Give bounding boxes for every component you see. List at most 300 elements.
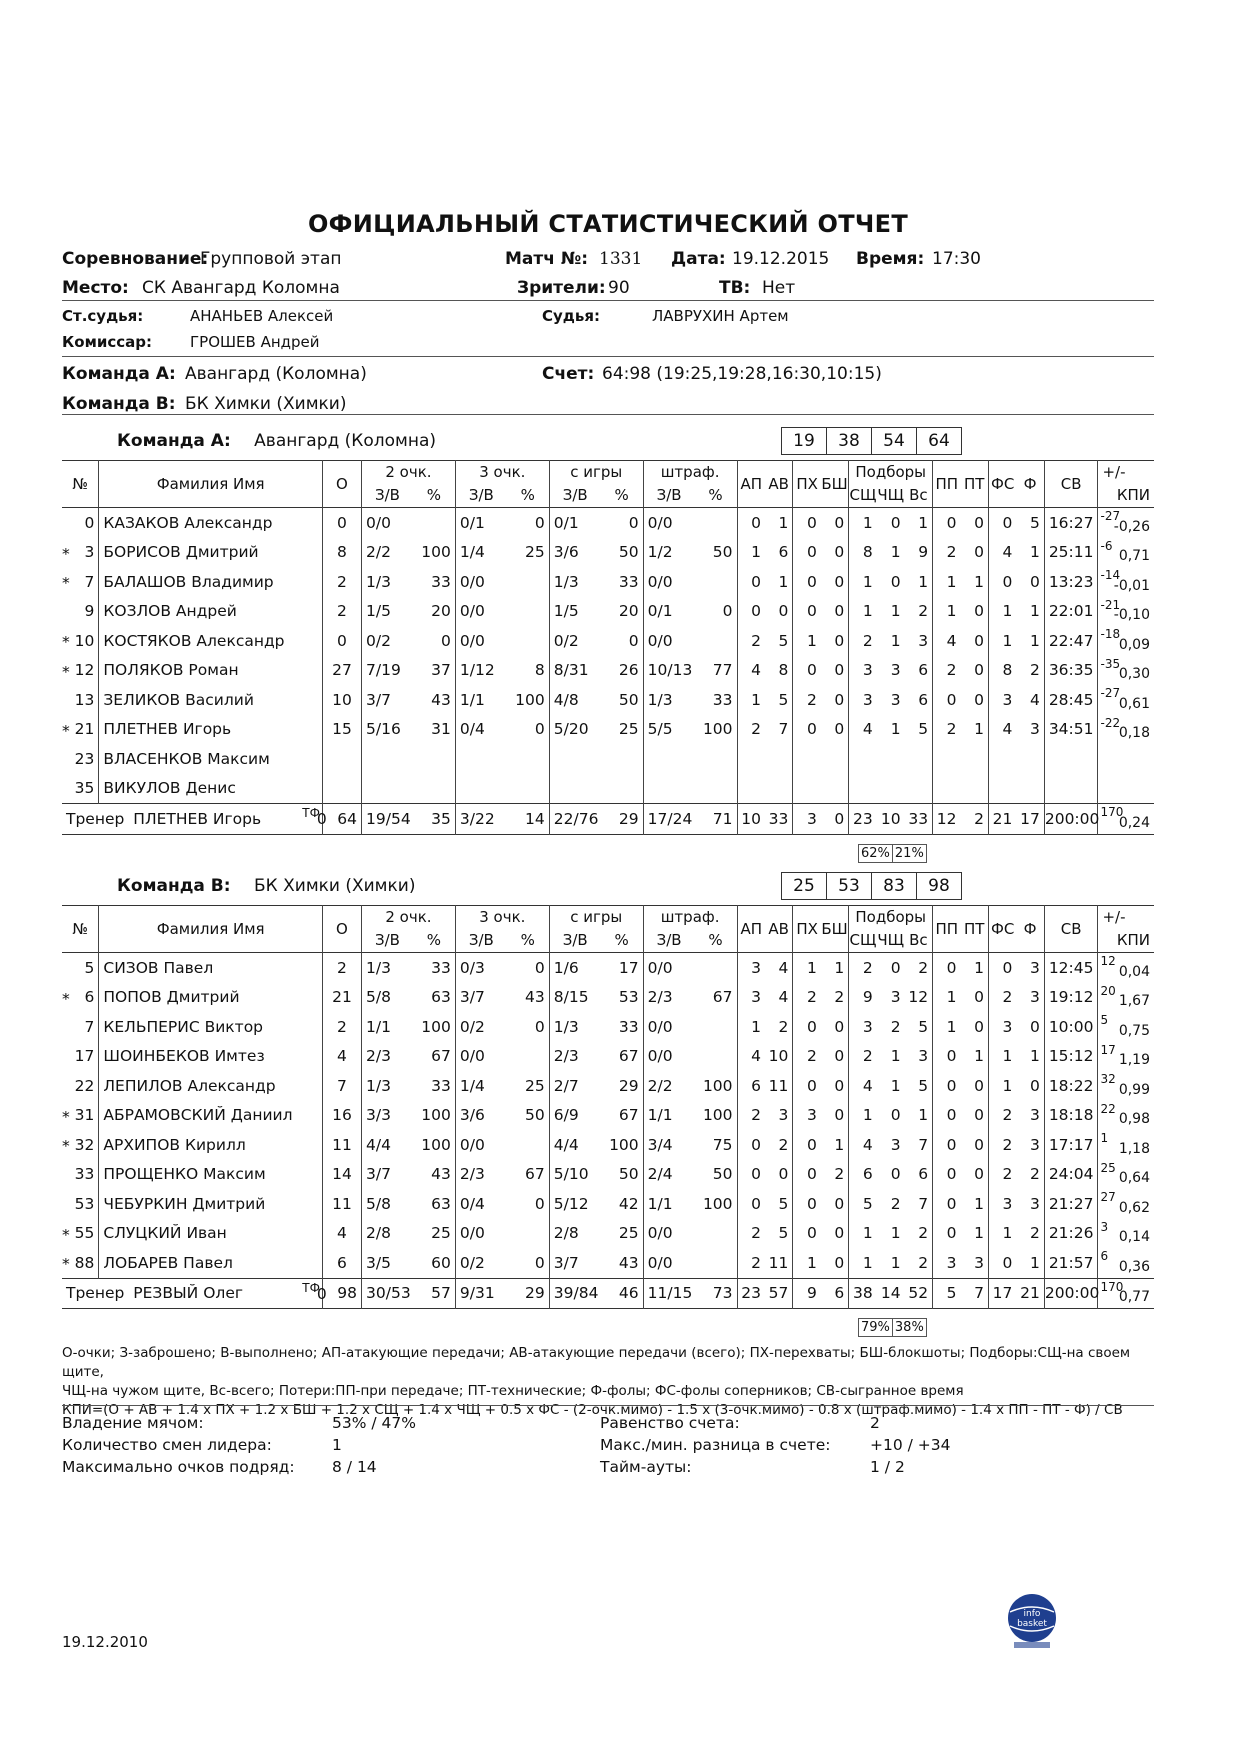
two-pct: 43: [431, 690, 451, 709]
pts: 16: [322, 1101, 361, 1131]
player-number: 53: [74, 1194, 95, 1213]
dreb: 8: [849, 538, 877, 568]
player-name: КОСТЯКОВ Александр: [99, 626, 323, 656]
three-pct: 100: [515, 690, 545, 709]
stl: 3: [793, 1101, 821, 1131]
plus-minus: -18: [1100, 627, 1121, 641]
to-tech: 1: [974, 1194, 984, 1213]
player-number: 9: [84, 602, 95, 621]
ast: 1: [737, 1012, 765, 1042]
col-header-treb: Вс: [909, 486, 928, 504]
table-row: [62, 626, 1154, 656]
col-header-pct: %: [520, 931, 535, 949]
pts: 2: [322, 953, 361, 983]
to-pass: 4: [933, 626, 961, 656]
fouls-drawn: 0: [988, 953, 1016, 983]
dreb: 1: [849, 597, 877, 627]
fouls: 1: [1029, 602, 1040, 621]
ft-pct: 33: [712, 690, 733, 709]
player-name: СИЗОВ Павел: [99, 953, 323, 983]
oreb: [877, 774, 905, 804]
kpi: -0,26: [1113, 518, 1150, 535]
minutes: 22:01: [1044, 597, 1098, 627]
two-made-att: 30/53: [362, 1278, 413, 1309]
fouls: 3: [1029, 958, 1040, 977]
fg-pct: 50: [618, 690, 639, 709]
team-a-heading-name: Авангард (Коломна): [254, 431, 437, 451]
ft-made-att: 1/1: [643, 1101, 694, 1131]
player-name: ПОЛЯКОВ Роман: [99, 656, 323, 686]
to-pass: 0: [933, 1130, 961, 1160]
no-cell: [62, 1160, 99, 1190]
treb: 3: [918, 631, 929, 650]
referee-label: Судья:: [542, 307, 601, 325]
plus-minus: 170: [1100, 1279, 1124, 1294]
oreb: 2: [890, 1194, 901, 1213]
blk: 0: [834, 1047, 845, 1066]
no-cell: [62, 1130, 99, 1160]
fouls: 1: [1029, 631, 1040, 650]
stl: [793, 774, 821, 804]
fg-pct: 0: [628, 631, 639, 650]
quarter-score: 64: [916, 427, 962, 455]
ft-made-att: [643, 744, 694, 774]
chief-ref-value: АНАНЬЕВ Алексей: [190, 307, 334, 325]
reb-pct-opp: 38%: [892, 1318, 927, 1337]
fouls: 3: [1029, 1135, 1040, 1154]
blk: 1: [834, 958, 845, 977]
treb: 52: [908, 1284, 929, 1303]
three-pct: 0: [534, 958, 545, 977]
fouls: 17: [1020, 809, 1040, 828]
ft-pct: [695, 1012, 737, 1042]
stl: 0: [793, 656, 821, 686]
to-tech: 0: [974, 988, 984, 1007]
two-made-att: 3/7: [362, 685, 413, 715]
ties-value: 2: [870, 1414, 880, 1432]
team-b-quarter-scores: [782, 872, 962, 900]
fg-made-att: 1/5: [549, 597, 600, 627]
logo-text-info: info: [1023, 1609, 1041, 1619]
col-header-pct: %: [708, 931, 723, 949]
player-name: КАЗАКОВ Александр: [99, 508, 323, 538]
kpi: 0,61: [1118, 695, 1150, 712]
blk: 0: [834, 1253, 845, 1272]
col-header-min: СВ: [1044, 461, 1098, 508]
plus-minus: -27: [1100, 686, 1121, 700]
team-a-heading: [117, 431, 436, 451]
table-row: [62, 1219, 1154, 1249]
kpi: 0,09: [1118, 636, 1150, 653]
fg-made-att: 0/2: [549, 626, 600, 656]
blk: 0: [834, 513, 845, 532]
ast: 0: [737, 597, 765, 627]
ast: 1: [737, 538, 765, 568]
table-row: [62, 953, 1154, 983]
to-pass: 1: [933, 1012, 961, 1042]
three-pct: 29: [525, 1284, 545, 1303]
minutes: 200:00: [1044, 1278, 1098, 1309]
ast: 2: [737, 1219, 765, 1249]
fg-pct: 50: [618, 1165, 639, 1184]
tf-value: 0: [316, 1284, 327, 1303]
to-pass: 1: [933, 983, 961, 1013]
to-tech: [961, 744, 989, 774]
fouls: 2: [1029, 1224, 1040, 1243]
col-header-pct: %: [614, 486, 629, 504]
to-tech: 7: [974, 1284, 984, 1303]
table-row: [62, 538, 1154, 568]
two-pct: 100: [421, 1135, 451, 1154]
player-number: 17: [74, 1047, 95, 1066]
footer-date: 19.12.2010: [62, 1633, 148, 1651]
ast-total: 5: [778, 1194, 789, 1213]
kpi: 0,64: [1118, 1170, 1150, 1186]
ft-pct: 100: [702, 1194, 733, 1213]
col-header-pm: +/-: [1098, 461, 1154, 484]
blk: 0: [834, 631, 845, 650]
ft-pct: [695, 1219, 737, 1249]
pts: 15: [322, 715, 361, 745]
treb: 5: [918, 1076, 929, 1095]
two-pct: 100: [421, 543, 451, 562]
to-tech: 0: [974, 1076, 984, 1095]
ft-pct: [695, 953, 737, 983]
two-made-att: 5/8: [362, 1189, 413, 1219]
fouls-drawn: 21: [988, 804, 1016, 835]
no-cell: [62, 774, 99, 804]
oreb: 0: [890, 572, 901, 591]
pts: 8: [322, 538, 361, 568]
pm-kpi-cell: [1098, 1012, 1154, 1042]
three-made-att: 0/0: [455, 1219, 506, 1249]
ast-total: 1: [778, 513, 789, 532]
two-made-att: 19/54: [362, 804, 413, 835]
ft-made-att: 0/0: [643, 626, 694, 656]
two-pct: 0: [441, 631, 451, 650]
three-made-att: 0/0: [455, 1042, 506, 1072]
col-header-fd: ФС: [988, 461, 1016, 508]
three-made-att: 3/22: [455, 804, 506, 835]
stl: 0: [793, 715, 821, 745]
treb: 2: [918, 602, 929, 621]
three-made-att: 0/4: [455, 1189, 506, 1219]
col-header-to2: ПТ: [964, 475, 985, 493]
player-name: АРХИПОВ Кирилл: [99, 1130, 323, 1160]
ft-made-att: 0/0: [643, 508, 694, 538]
player-name: КЕЛЬПЕРИС Виктор: [99, 1012, 323, 1042]
ast-total: 0: [778, 602, 789, 621]
team-b-label: Команда В:: [62, 394, 176, 414]
col-header-pts: О: [322, 906, 361, 953]
col-header-pct: %: [426, 486, 442, 504]
ft-pct: 100: [702, 1076, 733, 1095]
ast-total: 11: [768, 1253, 789, 1272]
plus-minus: 3: [1100, 1219, 1109, 1234]
pm-kpi-cell: [1098, 1160, 1154, 1190]
pts: 27: [322, 656, 361, 686]
date-label: Дата:: [671, 249, 726, 269]
ast-total: 1: [778, 572, 789, 591]
minutes: 19:12: [1044, 983, 1098, 1013]
ft-made-att: 0/0: [643, 1219, 694, 1249]
three-made-att: [455, 774, 506, 804]
ast-total: 7: [778, 720, 789, 739]
commissioner-value: ГРОШЕВ Андрей: [190, 333, 320, 351]
to-pass: 12: [933, 804, 961, 835]
ft-pct: 50: [712, 1165, 733, 1184]
no-cell: [62, 1071, 99, 1101]
to-pass: 0: [933, 1101, 961, 1131]
ft-made-att: 11/15: [643, 1278, 694, 1309]
table-row: [62, 1130, 1154, 1160]
player-name: ПРОЩЕНКО Максим: [99, 1160, 323, 1190]
blk: 0: [834, 1076, 845, 1095]
fouls: 3: [1029, 1106, 1040, 1125]
ast-total: 0: [778, 1165, 789, 1184]
player-number: 31: [74, 1106, 95, 1125]
two-made-att: 1/5: [362, 597, 413, 627]
team-b-value: БК Химки (Химки): [185, 394, 347, 414]
fouls-drawn: 8: [988, 656, 1016, 686]
fg-pct: 0: [628, 513, 639, 532]
col-header-three: 3 очк.: [455, 906, 549, 929]
blk: 0: [834, 1224, 845, 1243]
stl: 1: [793, 953, 821, 983]
plus-minus: 32: [1100, 1072, 1116, 1086]
minutes: 12:45: [1044, 953, 1098, 983]
possession-value: 53% / 47%: [332, 1414, 416, 1432]
team-a-quarter-scores: [782, 427, 962, 455]
fg-made-att: 4/4: [549, 1130, 600, 1160]
to-pass: 3: [933, 1248, 961, 1278]
ft-made-att: 0/0: [643, 1042, 694, 1072]
oreb: 14: [880, 1284, 901, 1303]
player-number: 0: [84, 513, 95, 532]
kpi: 0,98: [1118, 1111, 1150, 1127]
plus-minus: 20: [1100, 983, 1116, 998]
fg-made-att: 3/6: [549, 538, 600, 568]
stl: 0: [793, 1189, 821, 1219]
col-header-to1: ПП: [933, 461, 961, 508]
pm-kpi-cell: [1098, 1130, 1154, 1160]
pts: 4: [322, 1219, 361, 1249]
player-number: 7: [84, 572, 95, 591]
fouls-drawn: 1: [988, 597, 1016, 627]
stl: 0: [793, 1071, 821, 1101]
coach-name: РЕЗВЫЙ Олег: [133, 1284, 243, 1303]
ast-total: 2: [778, 1135, 789, 1154]
fouls: 3: [1029, 988, 1040, 1007]
no-cell: [62, 983, 99, 1013]
fg-pct: [601, 774, 643, 804]
two-pct: 60: [431, 1253, 451, 1272]
pm-kpi-cell: [1098, 744, 1154, 774]
fouls-drawn: 2: [988, 1101, 1016, 1131]
reb-pct-opp: 21%: [892, 844, 927, 863]
oreb: 1: [890, 1253, 901, 1272]
to-pass: 5: [933, 1278, 961, 1309]
to-pass: 0: [933, 508, 961, 538]
no-cell: [62, 1189, 99, 1219]
to-tech: 0: [974, 661, 984, 680]
kpi: 1,19: [1118, 1052, 1150, 1068]
ft-pct: [695, 1042, 737, 1072]
col-header-dreb: СЩ: [849, 483, 877, 508]
two-made-att: 2/8: [362, 1219, 413, 1249]
fg-made-att: 5/20: [549, 715, 600, 745]
oreb: 0: [890, 513, 901, 532]
max-run-value: 8 / 14: [332, 1458, 377, 1476]
player-name: ПОПОВ Дмитрий: [99, 983, 323, 1013]
col-header-pf: Ф: [1023, 920, 1037, 938]
fouls-drawn: [988, 774, 1016, 804]
legend-line: ЧЩ-на чужом щите, Вс-всего; Потери:ПП-при передаче; ПТ-технические; Ф-фолы; ФС-фолы соперников; СВ-сыгранное время: [62, 1383, 964, 1399]
ast: 3: [737, 983, 765, 1013]
plus-minus: -6: [1100, 538, 1113, 553]
oreb: 3: [890, 661, 901, 680]
player-name: ВЛАСЕНКОВ Максим: [99, 744, 323, 774]
blk: 0: [834, 720, 845, 739]
pts: [322, 744, 361, 774]
ft-made-att: 2/4: [643, 1160, 694, 1190]
tf-pts-cell: [316, 804, 361, 835]
no-cell: [62, 685, 99, 715]
two-pct: 35: [431, 809, 451, 828]
stl: 1: [793, 626, 821, 656]
player-name: ПЛЕТНЕВ Игорь: [99, 715, 323, 745]
three-made-att: 0/0: [455, 567, 506, 597]
fg-made-att: 1/6: [549, 953, 600, 983]
treb: 3: [918, 1047, 929, 1066]
pts: 98: [337, 1284, 358, 1303]
minutes: 18:22: [1044, 1071, 1098, 1101]
ft-pct: 73: [712, 1284, 733, 1303]
fouls-drawn: 2: [988, 1160, 1016, 1190]
quarter-score: 19: [781, 427, 827, 455]
tv-label: ТВ:: [719, 278, 751, 298]
blk: 1: [834, 1135, 845, 1154]
place-label: Место:: [62, 278, 129, 298]
three-pct: 8: [534, 661, 545, 680]
lead-changes-value: 1: [332, 1436, 342, 1454]
plus-minus: 22: [1100, 1101, 1116, 1116]
two-made-att: 3/5: [362, 1248, 413, 1278]
minutes: 15:12: [1044, 1042, 1098, 1072]
two-made-att: 0/2: [362, 626, 413, 656]
time-value: 17:30: [932, 249, 981, 269]
ft-made-att: 1/3: [643, 685, 694, 715]
coach-label: Тренер: [66, 809, 125, 828]
player-number: 88: [74, 1253, 95, 1272]
minutes: 36:35: [1044, 656, 1098, 686]
totals-row: [62, 804, 1154, 835]
two-pct: 33: [431, 1076, 451, 1095]
blk: 0: [834, 543, 845, 562]
fg-pct: 50: [618, 543, 639, 562]
no-cell: [62, 597, 99, 627]
three-made-att: 0/2: [455, 1012, 506, 1042]
fg-made-att: 22/76: [549, 804, 600, 835]
fouls: 1: [1029, 1253, 1040, 1272]
place-value: СК Авангард Коломна: [142, 278, 340, 298]
blk: 0: [834, 690, 845, 709]
match-value: 1331: [599, 249, 643, 269]
oreb: 1: [890, 631, 901, 650]
stl: 2: [793, 1042, 821, 1072]
fg-pct: 17: [618, 958, 639, 977]
two-pct: 31: [431, 720, 451, 739]
ft-made-att: 0/0: [643, 567, 694, 597]
pm-kpi-cell: [1098, 656, 1154, 686]
fg-pct: 53: [618, 988, 639, 1007]
ft-made-att: 3/4: [643, 1130, 694, 1160]
totals-row: [62, 1278, 1154, 1309]
three-made-att: 0/4: [455, 715, 506, 745]
col-header-zv: З/В: [362, 483, 413, 508]
three-pct: [507, 626, 549, 656]
pm-kpi-cell: [1098, 983, 1154, 1013]
stl: 0: [793, 597, 821, 627]
stl: 0: [793, 1219, 821, 1249]
fouls-drawn: 1: [988, 1071, 1016, 1101]
col-header-kpi: КПИ: [1098, 483, 1154, 508]
two-pct: 43: [431, 1165, 451, 1184]
pts: 2: [322, 567, 361, 597]
two-made-att: [362, 774, 413, 804]
three-made-att: 0/3: [455, 953, 506, 983]
ft-made-att: 0/1: [643, 597, 694, 627]
ft-made-att: 1/2: [643, 538, 694, 568]
legend-line: О-очки; З-заброшено; В-выполнено; АП-атакующие передачи; АВ-атакующие передачи (всего); ПХ-перехваты; БШ-блокшоты; Подборы:СЩ-на своем щите,: [62, 1345, 1131, 1380]
treb: 6: [918, 690, 929, 709]
player-number: 7: [84, 1017, 95, 1036]
to-tech: 1: [974, 572, 984, 591]
fouls: 0: [1029, 1017, 1040, 1036]
ft-pct: 0: [722, 602, 733, 621]
oreb: 10: [880, 809, 901, 828]
minutes: 200:00: [1044, 804, 1098, 835]
three-made-att: [455, 744, 506, 774]
legend-divider: [62, 1405, 1154, 1406]
three-pct: 0: [534, 1194, 545, 1213]
ast: 2: [737, 1248, 765, 1278]
player-number: 3: [84, 543, 95, 562]
pts: 0: [322, 508, 361, 538]
ast-total: 8: [778, 661, 789, 680]
ties-label: Равенство счета:: [600, 1414, 740, 1432]
to-tech: 0: [974, 1106, 984, 1125]
two-made-att: 1/3: [362, 953, 413, 983]
competition-label: Соревнование:: [62, 249, 209, 269]
stl: 0: [793, 1160, 821, 1190]
fouls: 5: [1029, 513, 1040, 532]
stl: 0: [793, 538, 821, 568]
stl: 2: [793, 685, 821, 715]
treb: 2: [918, 1253, 929, 1272]
plus-minus: -14: [1100, 568, 1121, 582]
team-a-rebound-percent: [859, 844, 927, 863]
oreb: 1: [890, 543, 901, 562]
ast-total: [765, 744, 793, 774]
two-pct: 100: [421, 1106, 451, 1125]
blk: 0: [834, 661, 845, 680]
coach-name: ПЛЕТНЕВ Игорь: [133, 809, 262, 828]
kpi: 0,30: [1118, 666, 1150, 682]
fouls-drawn: 1: [988, 1219, 1016, 1249]
starter-mark: *: [62, 662, 70, 681]
col-header-zv: З/В: [549, 483, 600, 508]
